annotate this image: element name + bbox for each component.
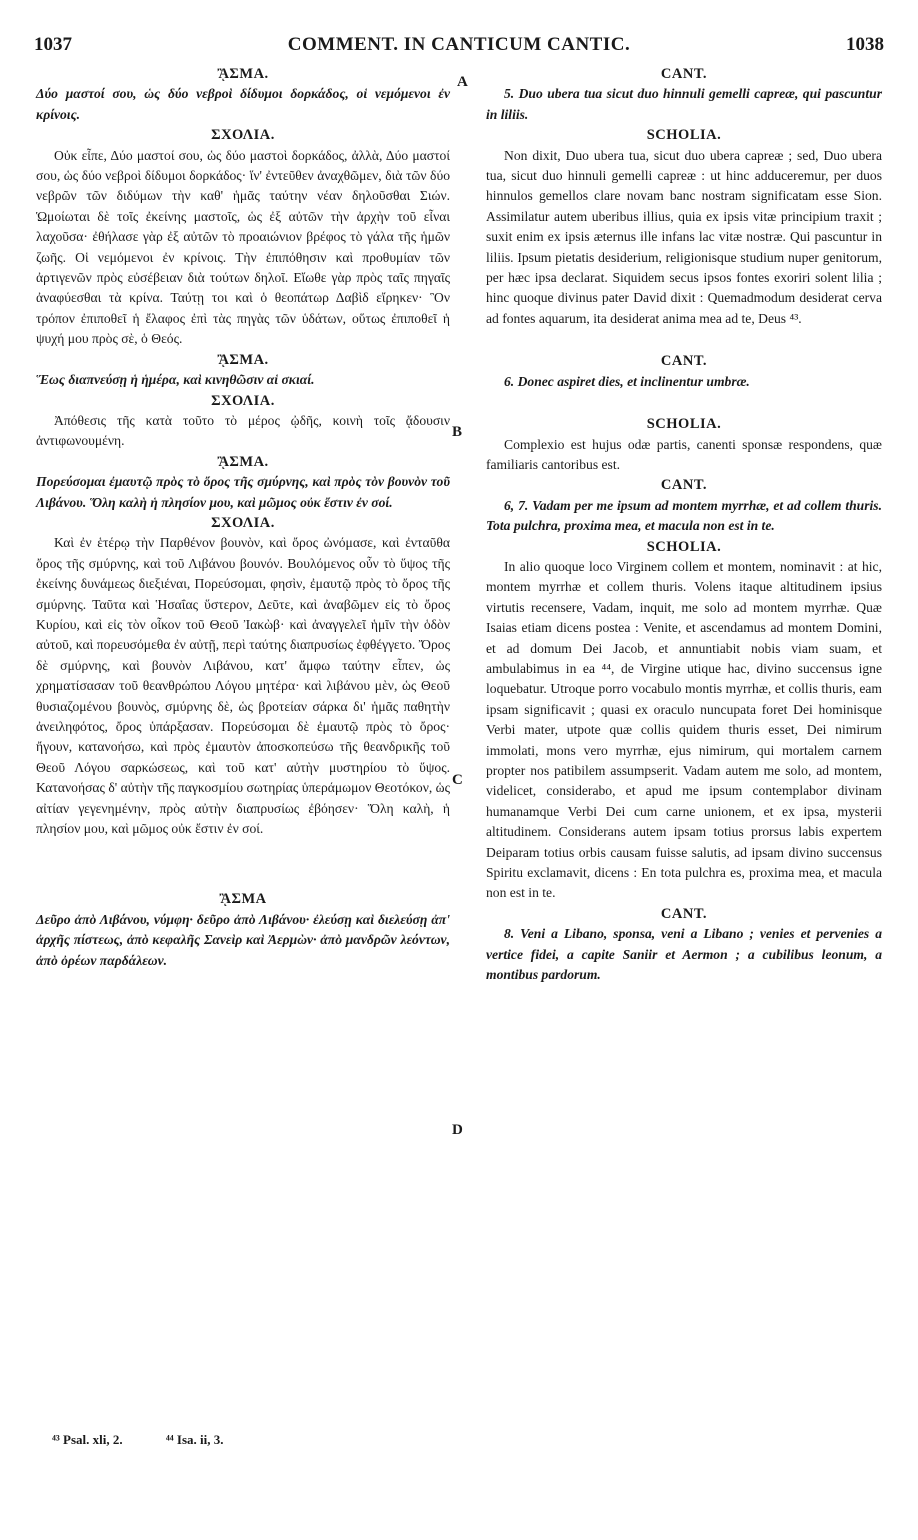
- commentary-paragraph: Non dixit, Duo ubera tua, sicut duo ubera capreæ ; sed, Duo ubera tua, sicut duo hinnuli gemelli capreæ : ut hinc adduceremur, per duos hinnulos gemellos clare novam banc nostram significatam esse Sion. Assimilatur autem uberibus illius, quia ex ipsis vitæ principium traxit ; suxit enim ex ipsis æternus ille infans lac vitæ nostræ. Qui pascuntur in liliis. Ipsum pietatis desiderium, religionisque studium nuper genitorum, per hæc ipsa declarat. Siquidem secus ipsos fontes exoriri solent lilia ; hinc quoque divinus pater David dixit : Quemadmodum desiderat cerva ad fontes aquarum, ita desiderat anima mea ad te, Deus ⁴³.: [486, 147, 882, 326]
- canticle-verse: Δεῦρο ἀπὸ Λιβάνου, νύμφη· δεῦρο ἀπὸ Λιβάνου· ἐλεύσῃ καὶ διελεύσῃ ἀπ' ἀρχῆς πίστεως, ἀπὸ κεφαλῆς Σανεὶρ καὶ Ἀερμὼν· ἀπὸ μανδρῶν λεόντων, ἀπὸ ὀρέων παρδάλεων.: [36, 911, 450, 968]
- section-heading: ᾊΣΜΑ: [219, 891, 267, 908]
- commentary-paragraph: Καὶ ἐν ἑτέρῳ τὴν Παρθένον βουνὸν, καὶ ὄρος ὠνόμασε, καὶ ἐνταῦθα ὄρος τῆς σμύρνης, καὶ τοῦ Λιβάνου βουνόν. Βουλόμενος οὖν τὸ ὕψος τῆς ἐκείνης δυνάμεως διεξιέναι, Πορεύσομαι, φησὶν, ἐμαυτῷ πρὸς τὸ ὄρος τῆς σμύρνης. Ταῦτα καὶ Ἡσαΐας ὕστερον, Δεῦτε, καὶ ἀναβῶμεν εἰς τὸ ὄρος Κυρίου, καὶ εἰς τὸν οἶκον τοῦ Θεοῦ Ἰακὼβ· καὶ ἀναγγελεῖ ἡμῖν τὴν ὁδὸν αὐτοῦ, καὶ πορευσόμεθα ἐν αὐτῇ, περὶ ταύτης διαπρυσίως ἐφθέγγετο. Ὄρος δὲ σμύρνης, καὶ βουνὸν Λιβάνου, κατ' ἄμφω ταύτην εἶπεν, ὡς χρηματίσασαν τοῦ θεανθρώπου Λόγου μητέρα· καὶ λιβάνου μὲν, ὡς Θεοῦ θυσιαζομένου βουνὸς, σμύρνης δὲ, ὡς βροτείαν σάρκα δι' ἡμᾶς παθητὴν ἀνειληφότος, ὄρος ὑπάρξασαν. Πορεύσομαι δὲ ἐμαυτῷ πρὸς τὸ ὄρος· ἤγουν, κατανοήσω, καὶ πρὸς ἐμαυτὸν ἀποσκοπεύσω τῆς θεανδρικῆς τοῦ Θεοῦ Λόγου σαρκώσεως, καὶ τοῦ κατ' αὐτὴν μυστηρίου τὸ ὕψος. Κατανοήσας δ' αὐτὴν τῆς παγκοσμίου σωτηρίας ὑπεράμωμον Θεοτόκον, ὡς αἰτίαν γεγενημένην, πρὸς αὐτὴν διαπρυσίως ἐβόησεν· Ὅλη καλὴ, ἡ πλησίον μου, καὶ μῶμος οὐκ ἔστιν ἐν σοί.: [36, 535, 450, 837]
- canticle-verse: 6, 7. Vadam per me ipsum ad montem myrrhæ, et ad collem thuris. Tota pulchra, proxima mea, et macula non est in te.: [486, 497, 882, 534]
- section-heading: ΣΧΟΛΙΑ.: [211, 127, 275, 144]
- canticle-verse: 8. Veni a Libano, sponsa, veni a Libano ; venies et pervenies a vertice fidei, a capite Saniir et Aermon ; a cubilibus leonum, a montibus pardorum.: [486, 926, 882, 983]
- section-heading: CANT.: [660, 66, 708, 82]
- page-number-right: 1038: [845, 34, 884, 55]
- margin-marker-c: C: [452, 772, 463, 788]
- running-title: COMMENT. IN CANTICUM CANTIC.: [287, 34, 631, 55]
- margin-marker-a: A: [457, 74, 468, 90]
- page-number-left: 1037: [34, 34, 72, 55]
- greek-column: [36, 64, 450, 971]
- canticle-verse: 6. Donec aspiret dies, et inclinentur umbræ.: [504, 373, 750, 389]
- canticle-verse: 5. Duo ubera tua sicut duo hinnuli gemelli capreæ, qui pascuntur in liliis.: [486, 86, 882, 122]
- commentary-paragraph: In alio quoque loco Virginem collem et montem, nominavit : at hic, montem myrrhæ et collem thuris. Volens itaque altitudinem ipsius virtutis recensere, Vadam, inquit, me solo ad montem myrrhæ. Quæ Isaias etiam dicens postea : Venite, et ascendamus ad montem Domini, et ad domum Dei Jacob, et annuntiabit nobis viam suam, et ambulabimus in ea ⁴⁴, de Virgine utique hac, divino succensus igne loquebatur. Utroque porro vocabulo montis myrrhæ, et collis thuris, eam ipsam significavit ; quasi ex oraculo nuncupata foret Dei hominisque Verbi mater, utpote quæ collis quidem thuris esset, Dei nimirum immolati, mons vero myrrhæ, ejus nimirum, qui mortalem carnem propter nos patibilem assumpserit. Vadam autem me solo, ad montem, videlicet, considerabo, et apud me ipsum contemplabor divinam humanamque Verbi Dei cum carne unionem, et ex ipsa, mysterii altitudinem. Considerans autem ipsam totius prorsus labis expertem Deiparam totius orbis causam fuisse salutis, ad ipsam divino succensus Spiritu exclamavit, dicens : En tota pulchra es, proxima mea, et macula non est in te.: [486, 558, 882, 901]
- footnote: ⁴⁴ Isa. ii, 3.: [165, 1432, 224, 1447]
- section-heading: SCHOLIA.: [646, 127, 722, 144]
- margin-marker-b: B: [452, 424, 463, 440]
- section-heading: CANT.: [660, 353, 708, 370]
- footnote: ⁴³ Psal. xli, 2.: [52, 1432, 123, 1447]
- section-heading: SCHOLIA.: [646, 416, 722, 433]
- section-heading: ΣΧΟΛΙΑ.: [211, 392, 275, 409]
- canticle-verse: Πορεύσομαι ἐμαυτῷ πρὸς τὸ ὄρος τῆς σμύρνης, καὶ πρὸς τὸν βουνὸν τοῦ Λιβάνου. Ὅλη καλὴ ἡ πλησίον μου, καὶ μῶμος οὐκ ἔστιν ἐν σοί.: [36, 474, 450, 510]
- commentary-paragraph: Ἀπόθεσις τῆς κατὰ τοῦτο τὸ μέρος ᾠδῆς, κοινὴ τοῖς ᾄδουσιν ἀντιφωνουμένη.: [36, 412, 450, 449]
- commentary-paragraph: Complexio est hujus odæ partis, canenti sponsæ respondens, quæ familiaris cantoribus est.: [486, 436, 882, 472]
- footnotes: [52, 1432, 432, 1448]
- margin-marker-d: D: [452, 1122, 463, 1138]
- canticle-verse: Δύο μαστοί σου, ὡς δύο νεβροὶ δίδυμοι δορκάδος, οἱ νεμόμενοι ἐν κρίνοις.: [36, 86, 450, 122]
- section-heading: SCHOLIA.: [646, 538, 722, 555]
- section-heading: ᾊΣΜΑ.: [217, 453, 269, 470]
- section-heading: ᾊΣΜΑ.: [217, 351, 269, 368]
- canticle-verse: Ἕως διαπνεύσῃ ἡ ἡμέρα, καὶ κινηθῶσιν αἱ σκιαί.: [36, 372, 315, 388]
- section-heading: ΣΧΟΛΙΑ.: [211, 514, 275, 531]
- page-header: [34, 34, 884, 60]
- section-heading: ᾊΣΜΑ.: [217, 66, 269, 82]
- section-heading: CANT.: [660, 905, 708, 922]
- section-heading: CANT.: [660, 477, 708, 494]
- latin-column: [486, 64, 882, 985]
- commentary-paragraph: Οὐκ εἶπε, Δύο μαστοί σου, ὡς δύο μαστοὶ δορκάδος, ἀλλὰ, Δύο μαστοί σου, ὡς δύο νεβροὶ δίδυμοι δορκάδος· ἵν' ἐντεῦθεν ἀναχθῶμεν, διὰ τῶν δύο νεβρῶν τῶν διδύμων τὴν καθ' ἡμᾶς ταύτην νέαν δηλοῦσθαι Σιών. Ὡμοίωται δὲ τοῖς ἐκείνης μαστοῖς, ὡς ἐξ αὐτῶν τὴν ἀρχὴν τοῦ εἶναι λαχοῦσα· ἐθήλασε γὰρ ἐξ αὐτῶν τὸ προαιώνιον βρέφος τὸ γάλα τῆς ἡμῶν ζωῆς. Οἱ νεμόμενοι ἐν κρίνοις. Τὴν ἐπιπόθησιν καὶ προθυμίαν τῶν ἀρτιγενῶν πρὸς εὐσέβειαν διὰ τούτων δηλοῖ. Εἴωθε γὰρ πρὸς ταῖς πηγαῖς ἀναφύεσθαι τὰ κρίνα. Ταύτῃ τοι καὶ ὁ θεοπάτωρ Δαβὶδ εἴρηκεν· Ὃν τρόπον ἐπιποθεῖ ἡ ἔλαφος ἐπὶ τὰς πηγὰς τῶν ὑδάτων, οὕτως ἐπιποθεῖ ἡ ψυχή μου πρὸς σὲ, ὁ Θεός.: [36, 147, 450, 347]
